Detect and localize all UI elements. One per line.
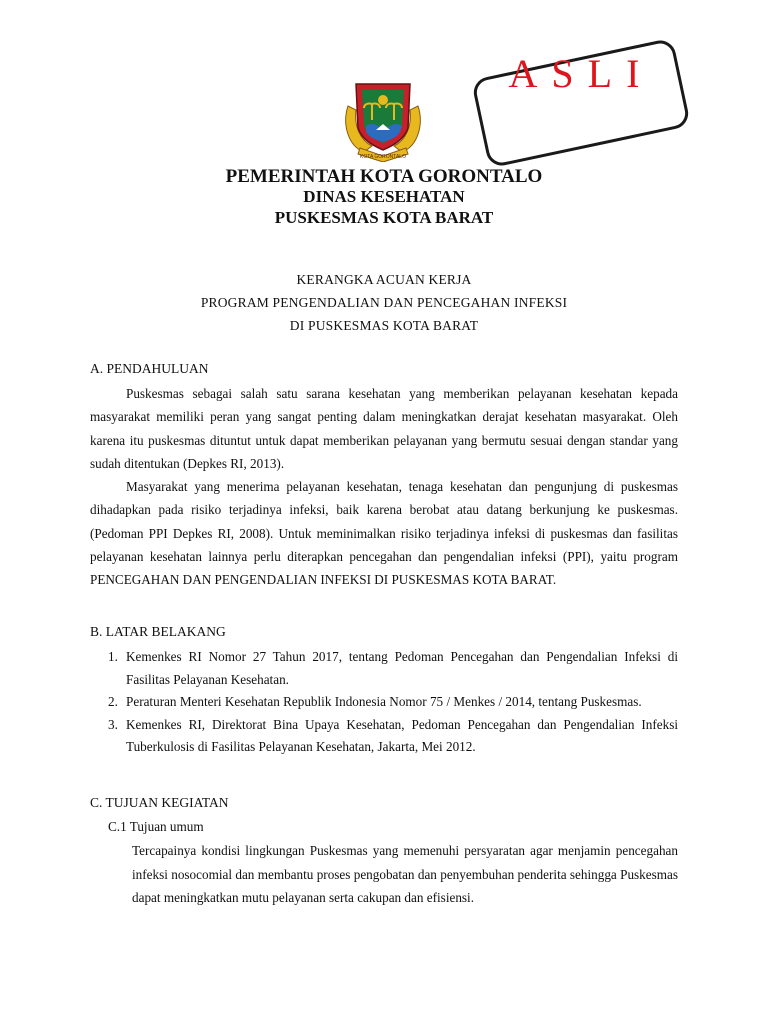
coat-of-arms-logo xyxy=(342,76,424,162)
section-a-heading: A. PENDAHULUAN xyxy=(90,361,209,376)
list-item-text: Kemenkes RI, Direktorat Bina Upaya Kesehatan, Pedoman Pencegahan dan Pengendalian Infeksi Tuberkulosis di Fasilitas Pelayanan Kesehatan, Jakarta, Mei 2012. xyxy=(126,716,678,754)
list-item-number: 3. xyxy=(108,716,118,732)
section-c1-heading: C.1 Tujuan umum xyxy=(108,819,204,834)
list-item-number: 1. xyxy=(108,649,118,664)
doc-title-line2: PROGRAM PENGENDALIAN DAN PENCEGAHAN INFEKSI xyxy=(200,295,568,310)
list-item xyxy=(90,691,678,714)
doc-title-line3: DI PUSKESMAS KOTA BARAT xyxy=(289,318,479,333)
doc-title-line1: KERANGKA ACUAN KERJA xyxy=(296,272,472,287)
section-b-list xyxy=(90,646,678,759)
section-a-paragraph-1-text: Puskesmas sebagai salah satu sarana kesehatan yang memberikan pelayanan kesehatan kepada masyarakat memiliki peran yang sangat penting dalam meningkatkan derajat kesehatan masyarakat. Oleh karena itu puskesmas dituntut untuk dapat memberikan pelayanan yang bermutu sesuai dengan standar yang sudah ditentukan (Depkes RI, 2013). xyxy=(90,386,678,471)
header-government: PEMERINTAH KOTA GORONTALO xyxy=(225,166,543,187)
header-puskesmas: PUSKESMAS KOTA BARAT xyxy=(274,208,494,227)
section-a-paragraph-1 xyxy=(90,382,678,475)
section-b-heading: B. LATAR BELAKANG xyxy=(90,624,226,639)
list-item xyxy=(90,646,678,691)
logo-motto: KOTA GORONTALO xyxy=(360,154,406,160)
list-item-text: Kemenkes RI Nomor 27 Tahun 2017, tentang Pedoman Pencegahan dan Pengendalian Infeksi di Fasilitas Pelayanan Kesehatan. xyxy=(126,649,678,687)
header-department: DINAS KESEHATAN xyxy=(303,187,465,206)
section-c1-paragraph: Tercapainya kondisi lingkungan Puskesmas yang memenuhi persyaratan agar menjamin pencegahan infeksi nosocomial dan membantu proses pengobatan dan penyembuhan penderita sehingga Puskesmas dapat meningkatkan mutu pelayanan serta cakupan dan efisiensi. xyxy=(132,843,678,905)
list-item xyxy=(90,714,678,759)
list-item-text: Peraturan Menteri Kesehatan Republik Indonesia Nomor 75 / Menkes / 2014, tentang Puskesmas. xyxy=(126,694,642,709)
section-a-paragraph-2 xyxy=(90,475,678,591)
section-c-heading: C. TUJUAN KEGIATAN xyxy=(90,795,229,810)
list-item-number: 2. xyxy=(108,694,118,709)
stamp-text: ASLI xyxy=(508,51,654,96)
section-a-paragraph-2-text: Masyarakat yang menerima pelayanan kesehatan, tenaga kesehatan dan pengunjung di puskesmas dihadapkan pada risiko terjadinya infeksi, baik karena berobat atau datang berkunjung ke puskesmas. (Pedoman PPI Depkes RI, 2008). Untuk meminimalkan risiko terjadinya infeksi di puskesmas dan fasilitas pelayanan kesehatan lainnya perlu diterapkan pencegahan dan pengendalian infeksi (PPI), yaitu program PENCEGAHAN DAN PENGENDALIAN INFEKSI DI PUSKESMAS KOTA BARAT. xyxy=(90,479,678,588)
